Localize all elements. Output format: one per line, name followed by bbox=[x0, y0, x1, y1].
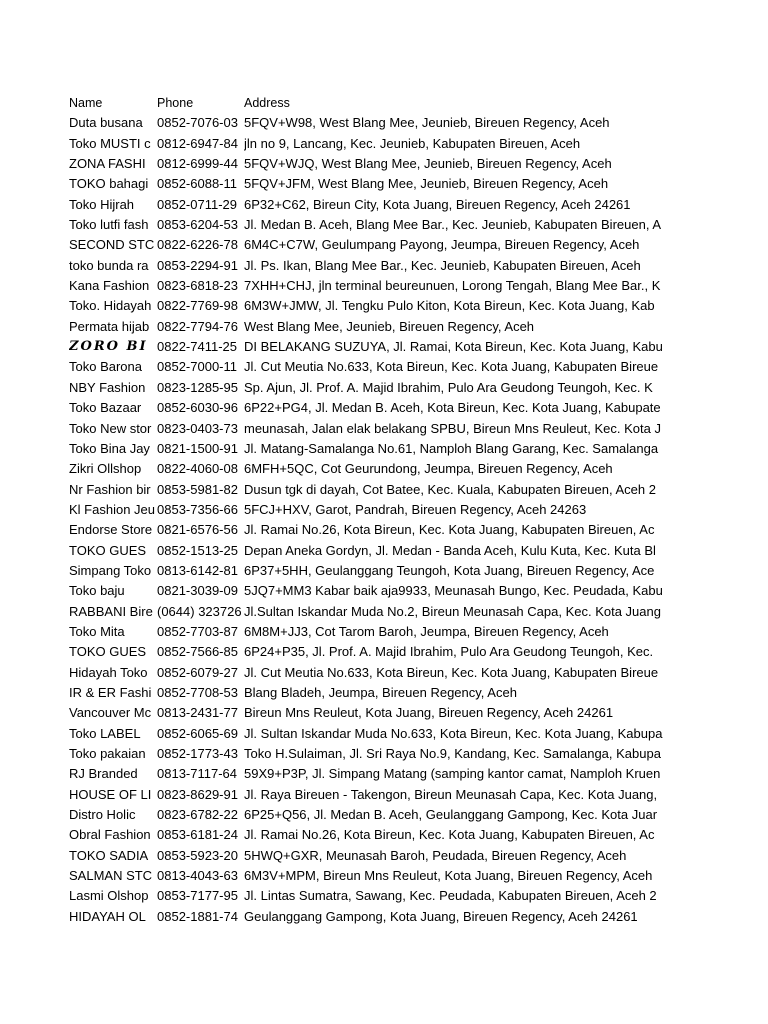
cell-address: jln no 9, Lancang, Kec. Jeunieb, Kabupaten Bireuen, Aceh bbox=[244, 135, 581, 151]
cell-name: Toko Bina Jay bbox=[69, 440, 150, 456]
cell-phone: 0822-7411-25 bbox=[157, 339, 237, 355]
table-row bbox=[69, 622, 686, 642]
cell-name: Toko Hijrah bbox=[69, 196, 135, 212]
cell-phone: 0821-6576-56 bbox=[157, 522, 238, 538]
cell-name: Vancouver Mc bbox=[69, 705, 152, 721]
cell-name: HOUSE OF LI bbox=[69, 786, 152, 802]
table-row bbox=[69, 785, 686, 805]
table-row bbox=[69, 317, 686, 337]
table-row bbox=[69, 378, 686, 398]
cell-address: 5HWQ+GXR, Meunasah Baroh, Peudada, Bireuen Regency, Aceh bbox=[244, 847, 627, 863]
table-row bbox=[69, 398, 686, 418]
cell-name: Obral Fashion bbox=[69, 827, 151, 843]
table-row bbox=[69, 276, 686, 296]
cell-phone: 0852-7566-85 bbox=[157, 644, 238, 660]
cell-name: Zikri Ollshop bbox=[69, 461, 142, 477]
cell-phone: 0852-6088-11 bbox=[157, 176, 237, 192]
cell-phone: 0852-7076-03 bbox=[157, 115, 238, 131]
cell-name: RABBANI Bire bbox=[69, 603, 153, 619]
cell-phone: 0812-6999-44 bbox=[157, 156, 238, 172]
cell-address: 6M8M+JJ3, Cot Tarom Baroh, Jeumpa, Bireuen Regency, Aceh bbox=[244, 623, 609, 639]
cell-phone: 0852-1513-25 bbox=[157, 542, 238, 558]
cell-address: Jl. Medan B. Aceh, Blang Mee Bar., Kec. Jeunieb, Kabupaten Bireuen, A bbox=[244, 217, 661, 233]
table-row bbox=[69, 154, 686, 174]
cell-phone: 0822-4060-08 bbox=[157, 461, 238, 477]
cell-phone: 0853-7356-66 bbox=[157, 501, 238, 517]
table-row bbox=[69, 134, 686, 154]
table-row bbox=[69, 480, 686, 500]
cell-phone: 0853-5981-82 bbox=[157, 481, 238, 497]
cell-address: 7XHH+CHJ, jln terminal beureunuen, Lorong Tengah, Blang Mee Bar., K bbox=[244, 278, 661, 294]
table-row bbox=[69, 235, 686, 255]
cell-name: Toko New stor bbox=[69, 420, 152, 436]
cell-phone: 0822-7769-98 bbox=[157, 298, 238, 314]
table-row bbox=[69, 602, 686, 622]
table-row bbox=[69, 357, 686, 377]
cell-phone: 0813-6142-81 bbox=[157, 562, 238, 578]
cell-phone: 0813-2431-77 bbox=[157, 705, 238, 721]
cell-name: SALMAN STC bbox=[69, 868, 153, 884]
table-row bbox=[69, 337, 686, 357]
cell-name: Duta busana bbox=[69, 115, 143, 131]
cell-phone: (0644) 323726 bbox=[157, 603, 242, 619]
table-row bbox=[69, 500, 686, 520]
table-row bbox=[69, 683, 686, 703]
table-row bbox=[69, 663, 686, 683]
table-row bbox=[69, 825, 686, 845]
table-row bbox=[69, 439, 686, 459]
table-body bbox=[69, 113, 686, 927]
cell-address: 6P22+PG4, Jl. Medan B. Aceh, Kota Bireun, Kec. Kota Juang, Kabupate bbox=[244, 400, 661, 416]
cell-name: Toko Mita bbox=[69, 623, 125, 639]
cell-phone: 0823-0403-73 bbox=[157, 420, 238, 436]
spreadsheet-table bbox=[69, 93, 686, 927]
cell-name: Toko lutfi fash bbox=[69, 217, 149, 233]
cell-address: West Blang Mee, Jeunieb, Bireuen Regency, Aceh bbox=[244, 318, 535, 334]
cell-address: Jl. Ramai No.26, Kota Bireun, Kec. Kota Juang, Kabupaten Bireuen, Ac bbox=[244, 522, 655, 538]
cell-phone: 0821-1500-91 bbox=[157, 440, 238, 456]
cell-phone: 0853-2294-91 bbox=[157, 257, 238, 273]
table-row bbox=[69, 846, 686, 866]
cell-address: 59X9+P3P, Jl. Simpang Matang (samping kantor camat, Namploh Kruen bbox=[244, 766, 661, 782]
table-row bbox=[69, 907, 686, 927]
table-row bbox=[69, 419, 686, 439]
cell-address: 5FQV+W98, West Blang Mee, Jeunieb, Bireuen Regency, Aceh bbox=[244, 115, 610, 131]
cell-address: 6M4C+C7W, Geulumpang Payong, Jeumpa, Bireuen Regency, Aceh bbox=[244, 237, 640, 253]
cell-phone: 0812-6947-84 bbox=[157, 135, 238, 151]
cell-name: TOKO SADIA bbox=[69, 847, 149, 863]
cell-address: 6P24+P35, Jl. Prof. A. Majid Ibrahim, Pulo Ara Geudong Teungoh, Kec. bbox=[244, 644, 654, 660]
table-row bbox=[69, 724, 686, 744]
header-address: Address bbox=[244, 96, 290, 110]
cell-name: Toko Barona bbox=[69, 359, 142, 375]
cell-address: Jl. Ps. Ikan, Blang Mee Bar., Kec. Jeunieb, Kabupaten Bireuen, Aceh bbox=[244, 257, 641, 273]
cell-phone: 0823-6782-22 bbox=[157, 807, 238, 823]
table-row bbox=[69, 256, 686, 276]
cell-address: Jl. Ramai No.26, Kota Bireun, Kec. Kota Juang, Kabupaten Bireuen, Ac bbox=[244, 827, 655, 843]
cell-address: 6P37+5HH, Geulanggang Teungoh, Kota Juang, Bireuen Regency, Ace bbox=[244, 562, 655, 578]
cell-name: Toko Bazaar bbox=[69, 400, 142, 416]
cell-address: Jl. Matang-Samalanga No.61, Namploh Blang Garang, Kec. Samalanga bbox=[244, 440, 659, 456]
cell-phone: 0852-7000-11 bbox=[157, 359, 237, 375]
header-row bbox=[69, 93, 686, 113]
cell-phone: 0853-7177-95 bbox=[157, 888, 238, 904]
cell-name: Toko baju bbox=[69, 583, 125, 599]
cell-phone: 0822-7794-76 bbox=[157, 318, 238, 334]
cell-phone: 0853-6204-53 bbox=[157, 217, 238, 233]
cell-phone: 0852-6079-27 bbox=[157, 664, 238, 680]
cell-address: Jl. Lintas Sumatra, Sawang, Kec. Peudada, Kabupaten Bireuen, Aceh 2 bbox=[244, 888, 657, 904]
cell-phone: 0813-4043-63 bbox=[157, 868, 238, 884]
cell-address: 6P25+Q56, Jl. Medan B. Aceh, Geulanggang Gampong, Kec. Kota Juar bbox=[244, 807, 658, 823]
cell-name: RJ Branded bbox=[69, 766, 138, 782]
cell-name: Kana Fashion bbox=[69, 278, 150, 294]
cell-address: meunasah, Jalan elak belakang SPBU, Bireun Mns Reuleut, Kec. Kota J bbox=[244, 420, 661, 436]
cell-name: Distro Holic bbox=[69, 807, 136, 823]
table-row bbox=[69, 866, 686, 886]
table-row bbox=[69, 520, 686, 540]
cell-address: 5JQ7+MM3 Kabar baik aja9933, Meunasah Bungo, Kec. Peudada, Kabu bbox=[244, 583, 663, 599]
cell-name: Lasmi Olshop bbox=[69, 888, 149, 904]
table-row bbox=[69, 805, 686, 825]
cell-name: Permata hijab bbox=[69, 318, 150, 334]
cell-address: Bireun Mns Reuleut, Kota Juang, Bireuen Regency, Aceh 24261 bbox=[244, 705, 614, 721]
cell-address: Jl. Raya Bireuen - Takengon, Bireun Meunasah Capa, Kec. Kota Juang, bbox=[244, 786, 658, 802]
cell-name: Toko pakaian bbox=[69, 746, 146, 761]
cell-phone: 0852-0711-29 bbox=[157, 196, 237, 212]
cell-name: TOKO GUES bbox=[69, 542, 147, 558]
table-row bbox=[69, 215, 686, 235]
cell-name: IR & ER Fashi bbox=[69, 684, 152, 700]
cell-address: Toko H.Sulaiman, Jl. Sri Raya No.9, Kandang, Kec. Samalanga, Kabupa bbox=[244, 746, 661, 761]
cell-name: Kl Fashion Jeu bbox=[69, 501, 155, 517]
cell-phone: 0852-7703-87 bbox=[157, 623, 238, 639]
table-row bbox=[69, 703, 686, 723]
cell-name: Toko MUSTI c bbox=[69, 135, 151, 151]
table-row bbox=[69, 642, 686, 662]
header-phone: Phone bbox=[157, 96, 194, 110]
table-row bbox=[69, 541, 686, 561]
cell-phone: 0823-8629-91 bbox=[157, 786, 238, 802]
cell-name: Hidayah Toko bbox=[69, 664, 148, 680]
cell-address: Geulanggang Gampong, Kota Juang, Bireuen Regency, Aceh 24261 bbox=[244, 908, 638, 924]
cell-address: 6M3W+JMW, Jl. Tengku Pulo Kiton, Kota Bireun, Kec. Kota Juang, Kab bbox=[244, 298, 655, 314]
table-row bbox=[69, 174, 686, 194]
cell-address: Dusun tgk di dayah, Cot Batee, Kec. Kuala, Kabupaten Bireuen, Aceh 2 bbox=[244, 481, 656, 497]
cell-address: Blang Bladeh, Jeumpa, Bireuen Regency, Aceh bbox=[244, 684, 517, 700]
cell-name: Toko. Hidayah bbox=[69, 298, 152, 314]
cell-address: Depan Aneka Gordyn, Jl. Medan - Banda Aceh, Kulu Kuta, Kec. Kuta Bl bbox=[244, 542, 656, 558]
cell-name: Simpang Toko bbox=[69, 562, 152, 578]
cell-name: toko bunda ra bbox=[69, 257, 149, 273]
table-row bbox=[69, 744, 686, 764]
table-row bbox=[69, 195, 686, 215]
cell-address: Jl. Cut Meutia No.633, Kota Bireun, Kec. Kota Juang, Kabupaten Bireue bbox=[244, 664, 659, 680]
cell-address: 5FQV+WJQ, West Blang Mee, Jeunieb, Bireuen Regency, Aceh bbox=[244, 156, 612, 172]
cell-phone: 0852-6065-69 bbox=[157, 725, 238, 741]
cell-name: Nr Fashion bir bbox=[69, 481, 151, 497]
table-row bbox=[69, 764, 686, 784]
table-row bbox=[69, 113, 686, 133]
cell-address: 5FQV+JFM, West Blang Mee, Jeunieb, Bireuen Regency, Aceh bbox=[244, 176, 609, 192]
cell-phone: 0853-5923-20 bbox=[157, 847, 238, 863]
cell-phone: 0813-7117-64 bbox=[157, 766, 237, 782]
cell-name: TOKO GUES bbox=[69, 644, 147, 660]
cell-address: Jl.Sultan Iskandar Muda No.2, Bireun Meunasah Capa, Kec. Kota Juang bbox=[244, 603, 661, 619]
cell-phone: 0853-6181-24 bbox=[157, 827, 238, 843]
table-row bbox=[69, 886, 686, 906]
cell-name: HIDAYAH OL bbox=[69, 908, 146, 924]
cell-address: Jl. Sultan Iskandar Muda No.633, Kota Bireun, Kec. Kota Juang, Kabupa bbox=[244, 725, 663, 741]
cell-name: Endorse Store bbox=[69, 522, 153, 538]
cell-name: NBY Fashion bbox=[69, 379, 146, 395]
table-row bbox=[69, 581, 686, 601]
table-row bbox=[69, 296, 686, 316]
cell-phone: 0852-7708-53 bbox=[157, 684, 238, 700]
cell-address: 5FCJ+HXV, Garot, Pandrah, Bireuen Regency, Aceh 24263 bbox=[244, 501, 587, 517]
cell-address: Jl. Cut Meutia No.633, Kota Bireun, Kec. Kota Juang, Kabupaten Bireue bbox=[244, 359, 659, 375]
cell-phone: 0821-3039-09 bbox=[157, 583, 238, 599]
cell-phone: 0822-6226-78 bbox=[157, 237, 238, 253]
cell-name: ZONA FASHI bbox=[69, 156, 146, 172]
cell-phone: 0823-1285-95 bbox=[157, 379, 238, 395]
cell-address: DI BELAKANG SUZUYA, Jl. Ramai, Kota Bireun, Kec. Kota Juang, Kabu bbox=[244, 339, 663, 355]
cell-name: TOKO bahagi bbox=[69, 176, 149, 192]
table-row bbox=[69, 459, 686, 479]
cell-phone: 0852-6030-96 bbox=[157, 400, 238, 416]
cell-name: ZORO BI bbox=[69, 339, 148, 355]
cell-address: 6P32+C62, Bireun City, Kota Juang, Bireuen Regency, Aceh 24261 bbox=[244, 196, 631, 212]
cell-address: 6M3V+MPM, Bireun Mns Reuleut, Kota Juang, Bireuen Regency, Aceh bbox=[244, 868, 653, 884]
cell-address: 6MFH+5QC, Cot Geurundong, Jeumpa, Bireuen Regency, Aceh bbox=[244, 461, 613, 477]
table-row bbox=[69, 561, 686, 581]
cell-phone: 0852-1881-74 bbox=[157, 908, 238, 924]
header-name: Name bbox=[69, 96, 103, 110]
cell-name: SECOND STC bbox=[69, 237, 155, 253]
cell-phone: 0823-6818-23 bbox=[157, 278, 238, 294]
cell-address: Sp. Ajun, Jl. Prof. A. Majid Ibrahim, Pulo Ara Geudong Teungoh, Kec. K bbox=[244, 379, 653, 395]
cell-phone: 0852-1773-43 bbox=[157, 746, 238, 761]
cell-name: Toko LABEL bbox=[69, 725, 141, 741]
